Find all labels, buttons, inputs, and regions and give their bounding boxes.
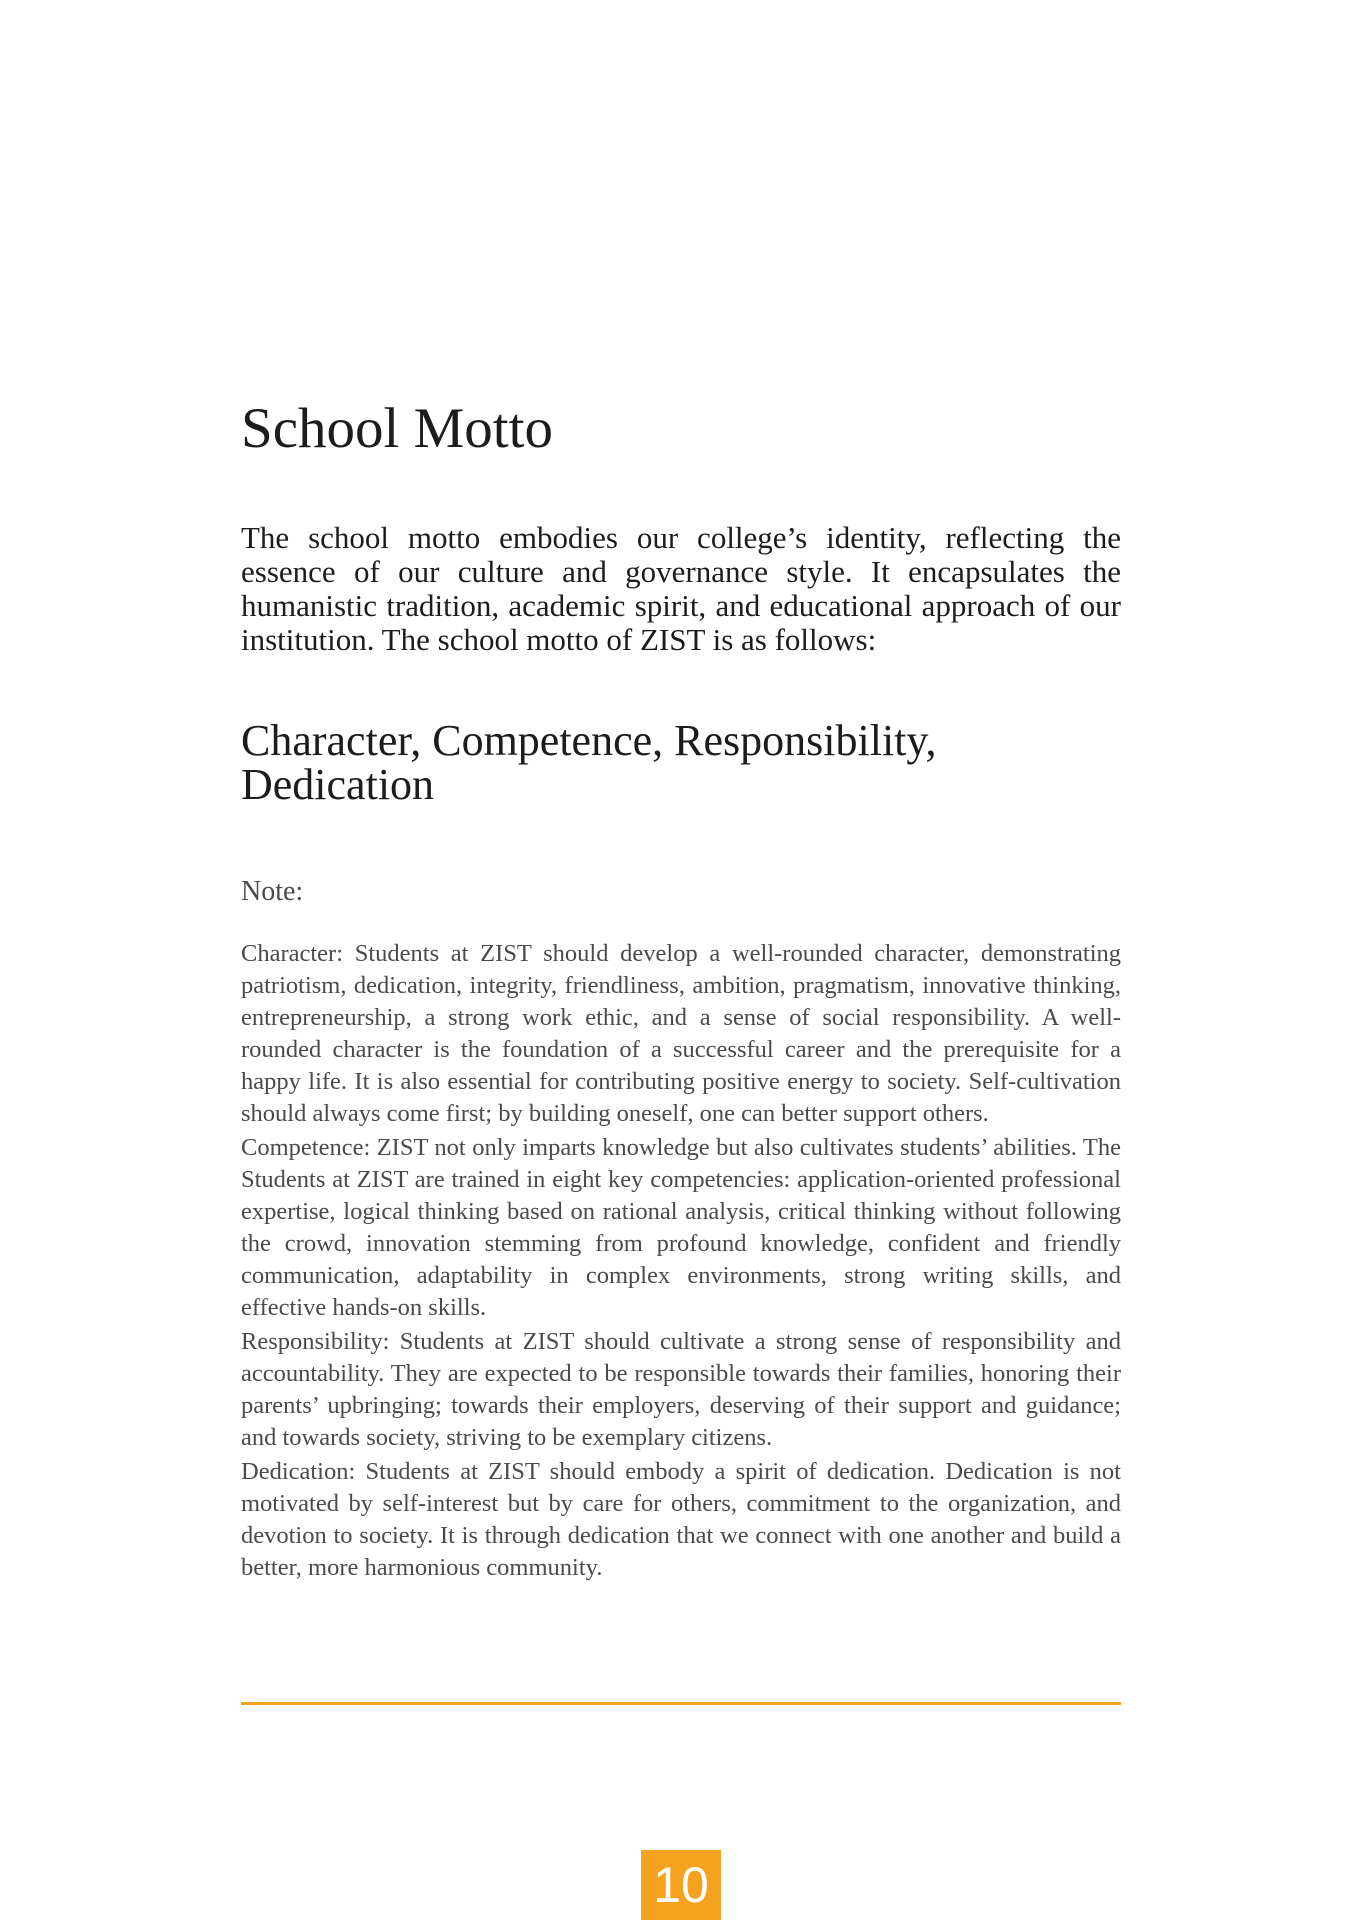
note-character: Character: Students at ZIST should develop a well-rounded character, demonstrating patriotism, dedication, integrity, friendliness, ambition, pragmatism, innovative thinking, entrepreneurship, a strong work ethic, and a sense of social responsibility. A well-rounded character is the foundation of a successful career and the prerequisite for a happy life. It is also essential for contributing positive energy to society. Self-cultivation should always come first; by building oneself, one can better support others. — [241, 940, 1121, 1127]
page-number-badge: 10 — [641, 1850, 721, 1920]
note-dedication: Dedication: Students at ZIST should embody a spirit of dedication. Dedication is not motivated by self-interest but by care for others, commitment to the organization, and devotion to society. It is through dedication that we connect with one another and build a better, more harmonious community. — [241, 1458, 1121, 1581]
note-responsibility: Responsibility: Students at ZIST should cultivate a strong sense of responsibility and accountability. They are expected to be responsible towards their families, honoring their parents’ upbringing; towards their employers, deserving of their support and guidance; and towards society, striving to be exemplary citizens. — [241, 1328, 1121, 1451]
footer-divider — [241, 1702, 1121, 1705]
page-title: School Motto — [241, 397, 553, 460]
note-label: Note: — [241, 876, 304, 907]
motto-heading: Character, Competence, Responsibility, Dedication — [241, 716, 937, 809]
note-competence: Competence: ZIST not only imparts knowledge but also cultivates students’ abilities. The Students at ZIST are trained in eight key competencies: application-oriented professional expertise, logical thinking based on rational analysis, critical thinking without following the crowd, innovation stemming from profound knowledge, confident and friendly communication, adaptability in complex environments, strong writing skills, and effective hands-on skills. — [241, 1134, 1121, 1321]
notes-section — [241, 938, 1121, 1586]
intro-paragraph: The school motto embodies our college’s identity, reflecting the essence of our culture and governance style. It encapsulates the humanistic tradition, academic spirit, and educational approach of our institution. The school motto of ZIST is as follows: — [241, 520, 1121, 657]
